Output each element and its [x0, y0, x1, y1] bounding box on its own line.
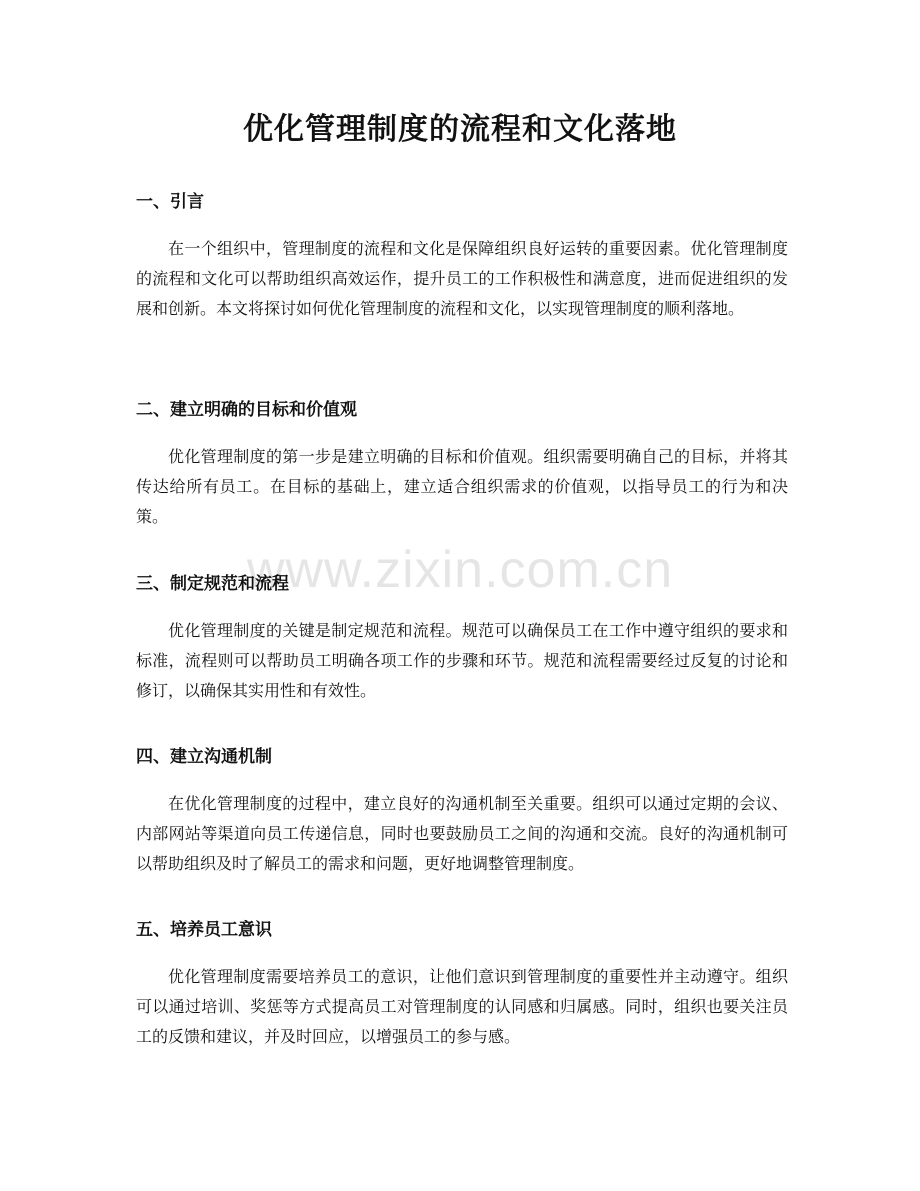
section-heading: 三、制定规范和流程	[136, 574, 289, 594]
section-heading: 四、建立沟通机制	[136, 747, 272, 767]
section-heading: 五、培养员工意识	[136, 920, 272, 940]
section-introduction	[136, 190, 788, 324]
section-paragraph: 在优化管理制度的过程中，建立良好的沟通机制至关重要。组织可以通过定期的会议、内部网站等渠道向员工传递信息，同时也要鼓励员工之间的沟通和交流。良好的沟通机制可以帮助组织及时了解员工的需求和问题，更好地调整管理制度。	[136, 794, 788, 873]
section-paragraph: 优化管理制度的第一步是建立明确的目标和价值观。组织需要明确自己的目标，并将其传达给所有员工。在目标的基础上，建立适合组织需求的价值观，以指导员工的行为和决策。	[136, 447, 788, 526]
section-paragraph: 优化管理制度的关键是制定规范和流程。规范可以确保员工在工作中遵守组织的要求和标准，流程则可以帮助员工明确各项工作的步骤和环节。规范和流程需要经过反复的讨论和修订，以确保其实用性和有效性。	[136, 621, 788, 700]
section-communication	[136, 745, 788, 879]
watermark-text: www.zixin.com.cn	[246, 541, 674, 599]
section-paragraph: 在一个组织中，管理制度的流程和文化是保障组织良好运转的重要因素。优化管理制度的流程和文化可以帮助组织高效运作，提升员工的工作积极性和满意度，进而促进组织的发展和创新。本文将探讨如何优化管理制度的流程和文化，以实现管理制度的顺利落地。	[136, 239, 788, 318]
document-title: 优化管理制度的流程和文化落地	[243, 112, 677, 147]
section-heading: 一、引言	[136, 192, 204, 212]
section-goals-values	[136, 398, 788, 532]
section-employee-awareness	[136, 918, 788, 1052]
section-paragraph: 优化管理制度需要培养员工的意识，让他们意识到管理制度的重要性并主动遵守。组织可以通过培训、奖惩等方式提高员工对管理制度的认同感和归属感。同时，组织也要关注员工的反馈和建议，并及时回应，以增强员工的参与感。	[136, 967, 788, 1046]
section-heading: 二、建立明确的目标和价值观	[136, 400, 357, 420]
section-norms-process	[136, 572, 788, 706]
